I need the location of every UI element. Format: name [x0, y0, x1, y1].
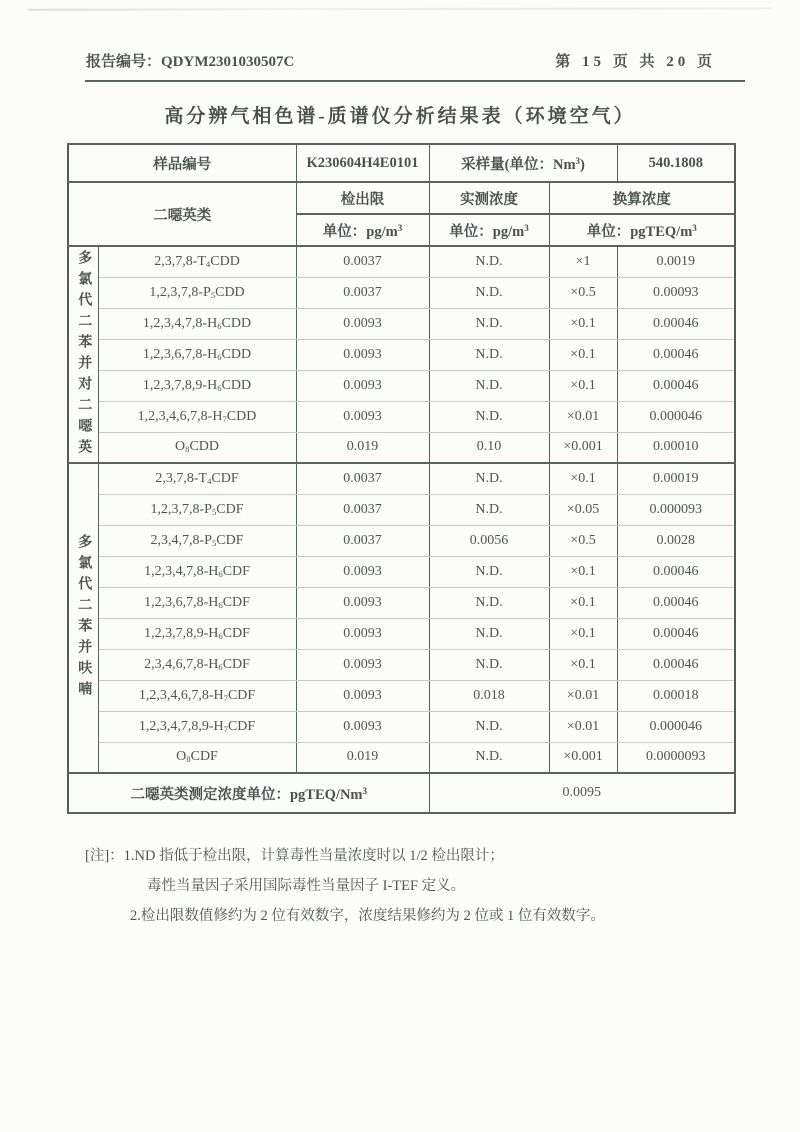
- measured-value: 0.10: [429, 432, 549, 463]
- detection-limit-value: 0.0093: [296, 556, 429, 587]
- dioxin-table-body: [68, 246, 735, 773]
- table-row: [68, 680, 735, 711]
- converted-value: 0.00046: [617, 649, 735, 680]
- converted-value: 0.00019: [617, 463, 735, 494]
- converted-value: 0.00046: [617, 556, 735, 587]
- tef-factor: ×0.5: [549, 525, 617, 556]
- footnote-line-2: 毒性当量因子采用国际毒性当量因子 I-TEF 定义。: [147, 878, 466, 894]
- converted-value: 0.00046: [617, 370, 735, 401]
- report-number: 报告编号：QDYM2301030507C: [86, 54, 295, 70]
- table-row: [68, 525, 735, 556]
- table-row: [68, 246, 735, 277]
- table-row: [68, 463, 735, 494]
- measured-value: N.D.: [429, 277, 549, 308]
- detection-limit-value: 0.0037: [296, 277, 429, 308]
- tef-factor: ×0.01: [549, 401, 617, 432]
- compound-name: $1,2,3,6,7,8-H_6CDF$: [98, 587, 296, 618]
- detection-limit-value: 0.0093: [296, 401, 429, 432]
- compound-name: $1,2,3,4,7,8-H_6CDF$: [98, 556, 296, 587]
- column-header-row: [68, 182, 735, 214]
- summary-label: 二噁英类测定浓度单位：pgTEQ/Nm$^3$: [68, 773, 429, 813]
- compound-name: $2,3,7,8-T_4CDD$: [98, 246, 296, 277]
- measured-value: N.D.: [429, 556, 549, 587]
- compound-name: $1,2,3,7,8,9-H_6CDD$: [98, 370, 296, 401]
- measured-value: N.D.: [429, 494, 549, 525]
- converted-value: 0.000093: [617, 494, 735, 525]
- table-row: [68, 587, 735, 618]
- summary-row: [68, 773, 735, 813]
- converted-value: 0.0019: [617, 246, 735, 277]
- compound-name: $2,3,4,7,8-P_5CDF$: [98, 525, 296, 556]
- measured-unit: 单位：$pg/m^3$: [429, 214, 549, 246]
- detection-limit-value: 0.0093: [296, 711, 429, 742]
- sample-id-label: 样品编号: [68, 144, 296, 182]
- measured-value: 0.018: [429, 680, 549, 711]
- detection-limit-value: 0.019: [296, 742, 429, 773]
- tef-factor: ×1: [549, 246, 617, 277]
- detection-limit-unit: 单位：$pg/m^3$: [296, 214, 429, 246]
- table-row: [68, 494, 735, 525]
- detection-limit-value: 0.0093: [296, 680, 429, 711]
- summary-value: 0.0095: [429, 773, 735, 813]
- detection-limit-value: 0.0037: [296, 525, 429, 556]
- tef-factor: ×0.1: [549, 587, 617, 618]
- converted-value: 0.00093: [617, 277, 735, 308]
- detection-limit-value: 0.0037: [296, 463, 429, 494]
- table-row: [68, 370, 735, 401]
- page-title: 高分辨气相色谱-质谱仪分析结果表（环境空气）: [164, 106, 636, 127]
- detection-limit-value: 0.0093: [296, 339, 429, 370]
- compound-name: $1,2,3,4,7,8-H_6CDD$: [98, 308, 296, 339]
- sample-id-value: K230604H4E0101: [296, 144, 429, 182]
- sample-info-row: [68, 144, 735, 182]
- category-header: 二噁英类: [68, 182, 296, 246]
- scan-artifact-line: [28, 7, 772, 11]
- compound-name: $O_8CDF$: [98, 742, 296, 773]
- sample-volume-label: 采样量(单位：Nm$^3$): [429, 144, 617, 182]
- table-row: [68, 277, 735, 308]
- detection-limit-value: 0.0093: [296, 587, 429, 618]
- tef-factor: ×0.1: [549, 649, 617, 680]
- compound-name: $O_8CDD$: [98, 432, 296, 463]
- converted-value: 0.00018: [617, 680, 735, 711]
- tef-factor: ×0.1: [549, 308, 617, 339]
- tef-factor: ×0.001: [549, 432, 617, 463]
- header-rule: [85, 80, 745, 82]
- detection-limit-value: 0.0093: [296, 618, 429, 649]
- tef-factor: ×0.01: [549, 680, 617, 711]
- table-row: [68, 742, 735, 773]
- detection-limit-value: 0.019: [296, 432, 429, 463]
- measured-value: N.D.: [429, 463, 549, 494]
- converted-value: 0.000046: [617, 401, 735, 432]
- compound-name: $1,2,3,4,6,7,8-H_7CDF$: [98, 680, 296, 711]
- tef-factor: ×0.1: [549, 463, 617, 494]
- compound-name: $1,2,3,4,7,8,9-H_7CDF$: [98, 711, 296, 742]
- table-row: [68, 308, 735, 339]
- measured-value: N.D.: [429, 308, 549, 339]
- table-row: [68, 401, 735, 432]
- table-row: [68, 432, 735, 463]
- table-row: [68, 339, 735, 370]
- converted-value: 0.0000093: [617, 742, 735, 773]
- table-row: [68, 711, 735, 742]
- tef-factor: ×0.1: [549, 556, 617, 587]
- measured-value: N.D.: [429, 711, 549, 742]
- measured-value: N.D.: [429, 339, 549, 370]
- converted-value: 0.00010: [617, 432, 735, 463]
- results-table: [67, 143, 736, 814]
- measured-value: N.D.: [429, 742, 549, 773]
- converted-value: 0.000046: [617, 711, 735, 742]
- table-row: [68, 618, 735, 649]
- measured-value: N.D.: [429, 649, 549, 680]
- tef-factor: ×0.01: [549, 711, 617, 742]
- detection-limit-header: 检出限: [296, 182, 429, 214]
- footnote-line-1: [注]：1.ND 指低于检出限，计算毒性当量浓度时以 1/2 检出限计；: [85, 848, 504, 864]
- compound-name: $1,2,3,7,8,9-H_6CDF$: [98, 618, 296, 649]
- measured-value: N.D.: [429, 401, 549, 432]
- converted-value: 0.0028: [617, 525, 735, 556]
- footnotes: [85, 841, 735, 931]
- tef-factor: ×0.1: [549, 618, 617, 649]
- measured-value: 0.0056: [429, 525, 549, 556]
- compound-name: $1,2,3,7,8-P_5CDD$: [98, 277, 296, 308]
- tef-factor: ×0.1: [549, 339, 617, 370]
- group-label-pcdf: 多氯代二苯并呋喃: [68, 463, 98, 773]
- converted-value: 0.00046: [617, 308, 735, 339]
- converted-value: 0.00046: [617, 587, 735, 618]
- detection-limit-value: 0.0037: [296, 246, 429, 277]
- converted-value: 0.00046: [617, 339, 735, 370]
- measured-value: N.D.: [429, 370, 549, 401]
- compound-name: $1,2,3,7,8-P_5CDF$: [98, 494, 296, 525]
- tef-factor: ×0.5: [549, 277, 617, 308]
- tef-factor: ×0.1: [549, 370, 617, 401]
- compound-name: $1,2,3,6,7,8-H_6CDD$: [98, 339, 296, 370]
- measured-value: N.D.: [429, 618, 549, 649]
- measured-value: N.D.: [429, 587, 549, 618]
- measured-value: N.D.: [429, 246, 549, 277]
- group-label-pcdd: 多氯代二苯并对二噁英: [68, 246, 98, 463]
- table-row: [68, 649, 735, 680]
- detection-limit-value: 0.0093: [296, 308, 429, 339]
- converted-unit: 单位：pgTEQ/$m^3$: [549, 214, 735, 246]
- compound-name: $2,3,4,6,7,8-H_6CDF$: [98, 649, 296, 680]
- compound-name: $1,2,3,4,6,7,8-H_7CDD$: [98, 401, 296, 432]
- tef-factor: ×0.05: [549, 494, 617, 525]
- converted-header: 换算浓度: [549, 182, 735, 214]
- sample-volume-value: 540.1808: [617, 144, 735, 182]
- tef-factor: ×0.001: [549, 742, 617, 773]
- detection-limit-value: 0.0093: [296, 649, 429, 680]
- detection-limit-value: 0.0037: [296, 494, 429, 525]
- detection-limit-value: 0.0093: [296, 370, 429, 401]
- compound-name: $2,3,7,8-T_4CDF$: [98, 463, 296, 494]
- table-row: [68, 556, 735, 587]
- footnote-line-3: 2.检出限数值修约为 2 位有效数字，浓度结果修约为 2 位或 1 位有效数字。: [130, 908, 605, 924]
- measured-header: 实测浓度: [429, 182, 549, 214]
- page-indicator: 第 15 页 共 20 页: [555, 54, 716, 70]
- converted-value: 0.00046: [617, 618, 735, 649]
- page-header: [86, 50, 716, 71]
